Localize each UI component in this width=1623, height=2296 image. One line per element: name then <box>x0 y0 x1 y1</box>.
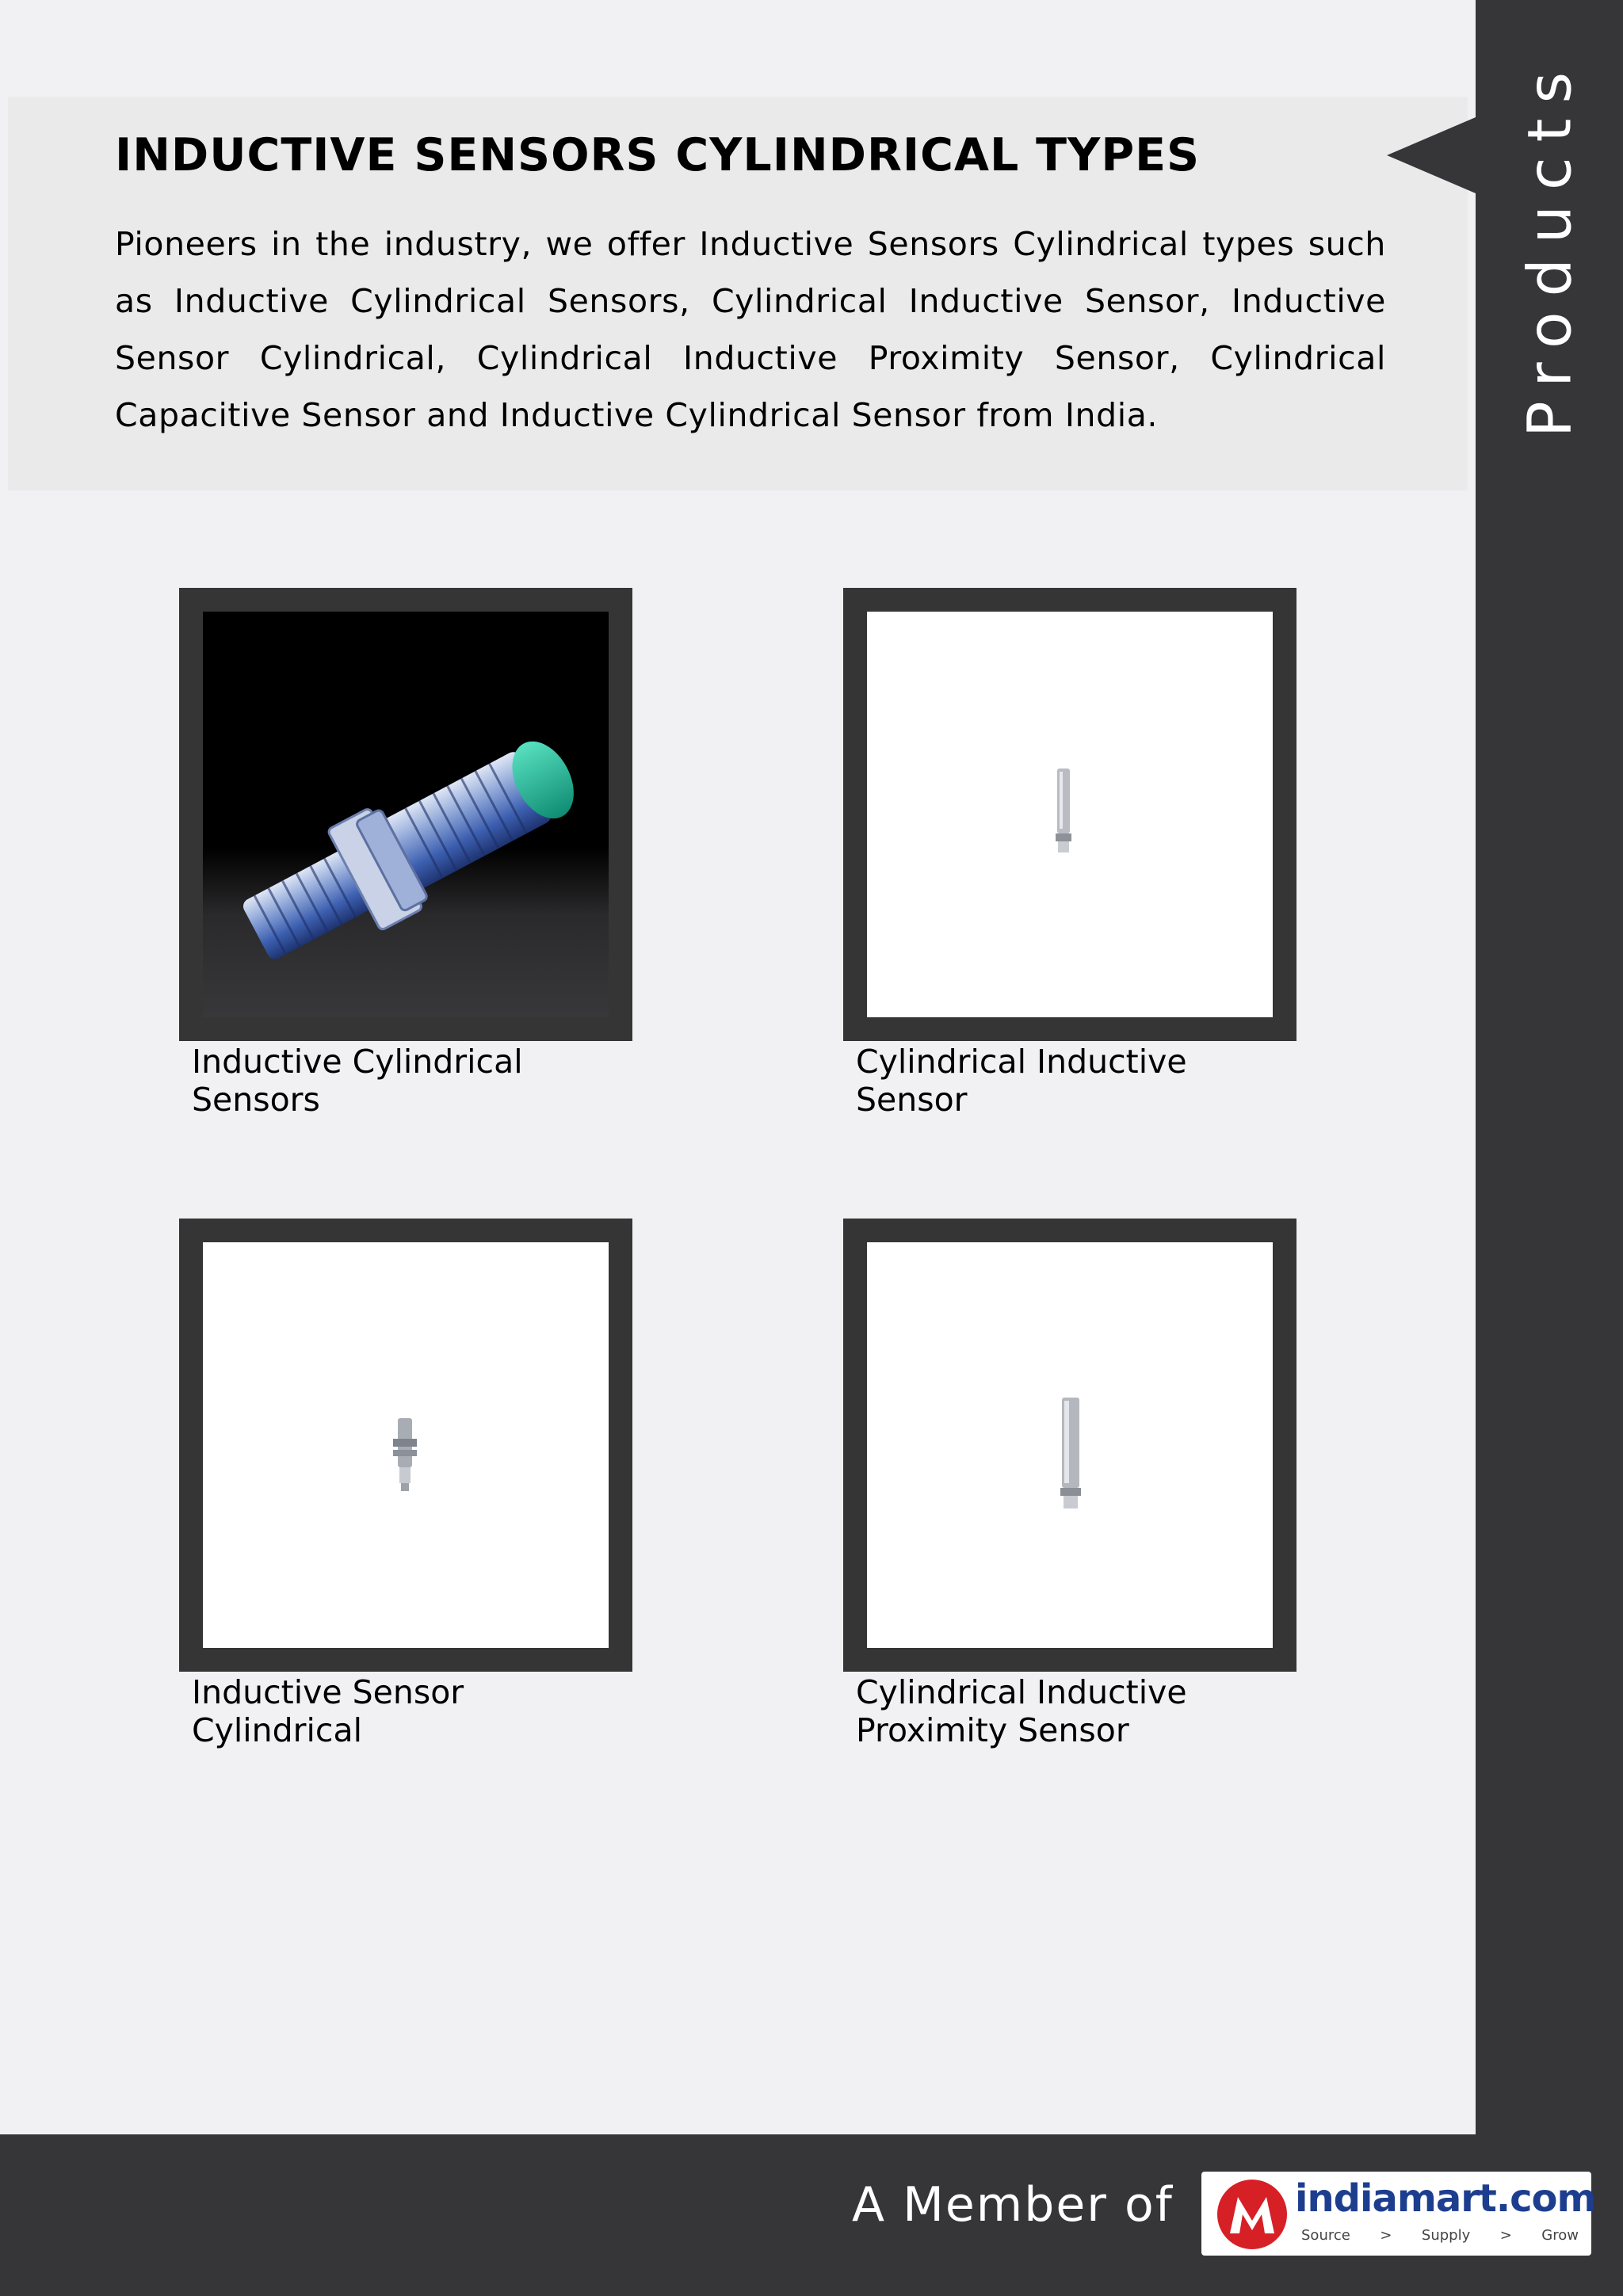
tagline-separator: > <box>1499 2227 1512 2244</box>
product-card-1[interactable] <box>179 588 632 1119</box>
sidebar-label-products: Products <box>1514 56 1585 438</box>
indiamart-wordmark: indiamart.com <box>1295 2176 1596 2221</box>
product-image-frame <box>843 1219 1296 1672</box>
page-title: INDUCTIVE SENSORS CYLINDRICAL TYPES <box>115 129 1201 181</box>
sensor-photo-illustration <box>203 612 609 1017</box>
tagline-supply: Supply <box>1421 2227 1471 2244</box>
product-image-cylindrical-inductive-proximity-sensor[interactable] <box>867 1242 1273 1648</box>
product-card-4[interactable] <box>843 1219 1296 1749</box>
sensor-photo-illustration <box>203 1242 609 1648</box>
indiamart-logo[interactable] <box>1201 2172 1596 2256</box>
tagline-grow: Grow <box>1541 2227 1579 2244</box>
product-image-frame <box>843 588 1296 1041</box>
section-pointer-arrow <box>1387 117 1476 193</box>
tagline-separator: > <box>1380 2227 1392 2244</box>
product-caption[interactable]: Inductive Sensor Cylindrical <box>192 1673 464 1749</box>
member-of-text: A Member of <box>852 2177 1174 2233</box>
product-image-cylindrical-inductive-sensor[interactable] <box>867 612 1273 1017</box>
product-image-inductive-sensor-cylindrical[interactable] <box>203 1242 609 1648</box>
indiamart-emblem-icon <box>1214 2176 1290 2252</box>
tagline-source: Source <box>1301 2227 1350 2244</box>
product-card-2[interactable] <box>843 588 1296 1119</box>
product-card-3[interactable] <box>179 1219 632 1749</box>
product-image-inductive-cylindrical-sensors[interactable] <box>203 612 609 1017</box>
indiamart-tagline <box>1301 2227 1579 2244</box>
product-caption[interactable]: Cylindrical Inductive Sensor <box>856 1043 1187 1119</box>
sensor-photo-illustration <box>867 612 1273 1017</box>
product-caption[interactable]: Inductive Cylindrical Sensors <box>192 1043 523 1119</box>
product-image-frame <box>179 1219 632 1672</box>
product-image-frame <box>179 588 632 1041</box>
sensor-photo-illustration <box>867 1242 1273 1648</box>
intro-paragraph: Pioneers in the industry, we offer Inductive Sensors Cylindrical types such as Inductive Cylindrical Sensors, Cylindrical Inductive Sensor, Inductive Sensor Cylindrical, Cylindrical Inductive Proximity Sensor, Cylindrical Capacitive Sensor and Inductive Cylindrical Sensor from India. <box>115 225 1386 434</box>
product-caption[interactable]: Cylindrical Inductive Proximity Sensor <box>856 1673 1187 1749</box>
